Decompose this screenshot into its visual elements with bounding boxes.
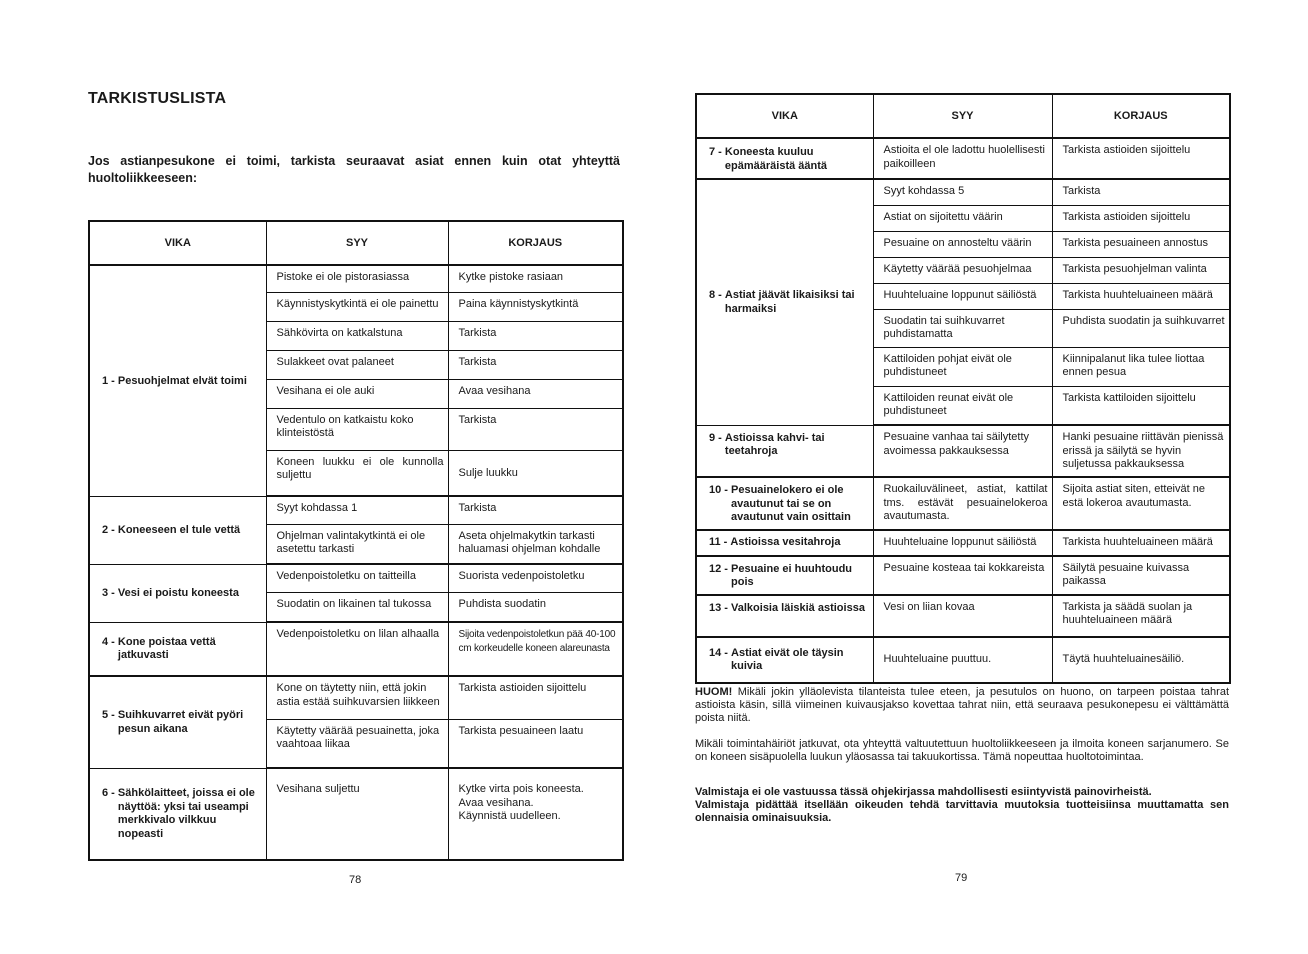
fix-cell: Tarkista huuhteluaineen määrä xyxy=(1052,530,1230,556)
cause-cell: Huuhteluaine loppunut säiliöstä xyxy=(873,530,1052,556)
fix-cell: Hanki pesuaine riittävän pienissä erissä ja säilytä se hyvin suljetussa pakkauksessa xyxy=(1052,425,1230,477)
fault-number: 6 - xyxy=(102,787,118,800)
fault-number: 13 - xyxy=(709,601,732,614)
cause-cell: Vedenpoistoletku on taitteilla xyxy=(266,564,448,592)
cause-cell: Vesi on liian kovaa xyxy=(873,595,1052,637)
cause-cell: Pistoke ei ole pistorasiassa xyxy=(266,265,448,292)
cause-cell: Koneen luukku ei ole kunnolla suljettu xyxy=(266,450,448,496)
fault-cell xyxy=(89,676,266,768)
fix-cell: Tarkista xyxy=(448,408,623,450)
fix-cell: Avaa vesihana xyxy=(448,379,623,408)
fault-cell: 1 - Pesuohjelmat elvät toimi xyxy=(89,265,266,496)
fix-cell: Kiinnipalanut lika tulee liottaa ennen pesua xyxy=(1052,347,1230,386)
fault-number: 5 - xyxy=(102,709,118,722)
fix-cell: Tarkista pesuaineen laatu xyxy=(448,719,623,768)
fix-cell: Tarkista astioiden sijoittelu xyxy=(1052,138,1230,179)
fault-text: Kone poistaa vettä jatkuvasti xyxy=(117,635,216,662)
fault-cell xyxy=(696,425,873,477)
fault-cell xyxy=(696,637,873,683)
cause-cell: Huuhteluaine loppunut säiliöstä xyxy=(873,283,1052,309)
cause-cell: Vedentulo on katkaistu koko klinteistöstä xyxy=(266,408,448,450)
intro-text: Jos astianpesukone ei toimi, tarkista seuraavat asiat ennen kuin otat yhteyttä huoltoliikkeeseen: xyxy=(88,154,620,185)
header-syy: SYY xyxy=(873,94,1052,138)
cause-cell: Ohjelman valintakytkintä ei ole asetettu tarkasti xyxy=(266,524,448,564)
cause-cell: Kattiloiden pohjat eivät ole puhdistuneet xyxy=(873,347,1052,386)
fix-cell: Tarkista xyxy=(1052,179,1230,205)
troubleshooting-table-right xyxy=(695,93,1231,684)
fault-number: 10 - xyxy=(709,484,732,496)
disclaimer-2: Valmistaja pidättää itsellään oikeuden tehdä tarvittavia muutoksia tuotteisiinsa muuttamatta sen olennaisia ominaisuuksia. xyxy=(695,799,1229,824)
fix-cell: Suorista vedenpoistoletku xyxy=(448,564,623,592)
fault-cell xyxy=(696,556,873,595)
fix-cell: Tarkista pesuaineen annostus xyxy=(1052,231,1230,257)
cause-cell: Suodatin on likainen tal tukossa xyxy=(266,592,448,622)
disclaimer-1: Valmistaja ei ole vastuussa tässä ohjekirjassa mahdollisesti esiintyvistä painovirheistä. xyxy=(695,786,1152,798)
fix-cell: Kytke pistoke rasiaan xyxy=(448,265,623,292)
fault-cell: 2 - Koneeseen el tule vettä xyxy=(89,496,266,564)
cause-cell: Suodatin tai suihkuvarret puhdistamatta xyxy=(873,309,1052,347)
fix-line: Avaa vesihana. xyxy=(458,796,534,809)
fault-cell xyxy=(89,768,266,860)
header-korjaus: KORJAUS xyxy=(448,221,623,265)
fault-text: Koneesta kuuluu epämääräistä ääntä xyxy=(724,146,828,172)
cause-cell: Kattiloiden reunat eivät ole puhdistuneet xyxy=(873,386,1052,425)
cause-cell: Käytetty väärää pesuainetta, joka vaahtoaa liikaa xyxy=(266,719,448,768)
cause-cell: Astiat on sijoitettu väärin xyxy=(873,205,1052,231)
fix-cell: Säilytä pesuaine kuivassa paikassa xyxy=(1052,556,1230,595)
fault-cell xyxy=(696,595,873,637)
cause-cell: Vesihana suljettu xyxy=(266,768,448,860)
fault-number: 9 - xyxy=(709,431,725,444)
note-label: HUOM! xyxy=(695,686,733,698)
cause-cell: Vedenpoistoletku on lilan alhaalla xyxy=(266,622,448,676)
fault-cell xyxy=(696,138,873,179)
cause-cell: Pesuaine kosteaa tai kokkareista xyxy=(873,556,1052,595)
cause-cell: Syyt kohdassa 1 xyxy=(266,496,448,524)
cause-cell: Sähkövirta on katkalstuna xyxy=(266,321,448,350)
fix-cell xyxy=(448,768,623,860)
fix-cell: Tarkista astioiden sijoittelu xyxy=(448,676,623,719)
fix-cell: Tarkista xyxy=(448,321,623,350)
cause-cell: Astioita el ole ladottu huolellisesti paikoilleen xyxy=(873,138,1052,179)
fix-cell: Puhdista suodatin xyxy=(448,592,623,622)
cause-cell: Käynnistyskytkintä ei ole painettu xyxy=(266,292,448,321)
cause-cell: Vesihana ei ole auki xyxy=(266,379,448,408)
fault-text: Sähkölaitteet, joissa ei ole näyttöä: yksi tai useampi merkkivalo vilkkuu nopeasti xyxy=(117,787,255,840)
fault-text: Pesuainelokero ei ole avautunut tai se on avautunut vain osittain xyxy=(731,484,851,523)
fix-cell: Tarkista xyxy=(448,496,623,524)
header-vika: VIKA xyxy=(89,221,266,265)
note-paragraph xyxy=(695,686,1229,725)
fault-text: Astioissa kahvi- tai teetahroja xyxy=(724,431,825,457)
fault-number: 8 - xyxy=(709,289,725,302)
fix-cell: Tarkista kattiloiden sijoittelu xyxy=(1052,386,1230,425)
fault-cell xyxy=(696,179,873,425)
page-number: 78 xyxy=(349,874,362,886)
cause-cell: Syyt kohdassa 5 xyxy=(873,179,1052,205)
fault-number: 7 - xyxy=(709,146,725,158)
cause-cell: Ruokailuvälineet, astiat, kattilat tms. estävät pesuainelokeroa avautumasta. xyxy=(873,477,1052,530)
fix-cell: Tarkista pesuohjelman valinta xyxy=(1052,257,1230,283)
fault-number: 12 - xyxy=(709,562,732,575)
header-korjaus: KORJAUS xyxy=(1052,94,1230,138)
fix-cell: Aseta ohjelmakytkin tarkasti haluamasi ohjelman kohdalle xyxy=(448,524,623,564)
cause-cell: Pesuaine vanhaa tai säilytetty avoimessa pakkauksessa xyxy=(873,425,1052,477)
fault-cell xyxy=(696,530,873,556)
fix-cell: Paina käynnistyskytkintä xyxy=(448,292,623,321)
fault-text: Valkoisia läiskiä astioissa xyxy=(731,601,865,614)
fix-cell: Täytä huuhteluainesäiliö. xyxy=(1052,637,1230,683)
page-title: TARKISTUSLISTA xyxy=(88,90,227,107)
cause-cell: Huuhteluaine puuttuu. xyxy=(873,637,1052,683)
troubleshooting-table-left xyxy=(88,220,624,861)
fault-number: 14 - xyxy=(709,646,732,659)
fault-text: Astioissa vesitahroja xyxy=(730,536,841,549)
cause-cell: Kone on täytetty niin, että jokin astia estää suihkuvarsien liikkeen xyxy=(266,676,448,719)
header-vika: VIKA xyxy=(696,94,873,138)
note-text: Mikäli jokin ylläolevista tilanteista tulee eteen, ja pesutulos on huono, on tarpeen poistaa tahrat astioista käsin, sillä viimeinen kuivausjakso kovettaa tahrat niin, että seuraava pesukonepesu ei välttämättä poista niitä. xyxy=(695,686,1229,724)
header-syy: SYY xyxy=(266,221,448,265)
fix-cell: Sijoita vedenpoistoletkun pää 40-100 cm korkeudelle koneen alareunasta xyxy=(448,622,623,676)
fix-cell: Tarkista xyxy=(448,350,623,379)
fault-number: 11 - xyxy=(709,536,731,549)
fault-text: Suihkuvarret eivät pyöri pesun aikana xyxy=(117,709,244,735)
fix-cell: Tarkista huuhteluaineen määrä xyxy=(1052,283,1230,309)
cause-cell: Pesuaine on annosteltu väärin xyxy=(873,231,1052,257)
fault-cell: 3 - Vesi ei poistu koneesta xyxy=(89,564,266,622)
fix-line: Kytke virta pois koneesta. xyxy=(458,783,584,795)
fix-cell: Tarkista astioiden sijoittelu xyxy=(1052,205,1230,231)
fault-text: Pesuaine ei huuhtoudu pois xyxy=(731,562,853,588)
fault-text: Astiat eivät ole täysin kuivia xyxy=(731,646,844,672)
page-number: 79 xyxy=(955,872,968,884)
fault-cell xyxy=(696,477,873,530)
service-paragraph: Mikäli toimintahäiriöt jatkuvat, ota yhteyttä valtuutettuun huoltoliikkeeseen ja ilmoita koneen sarjanumero. Se on koneen sisäpuolella luukun yläosassa tai takuukortissa. Tämä nopeuttaa huoltotoimintaa. xyxy=(695,738,1229,763)
fix-line: Käynnistä uudelleen. xyxy=(458,810,561,822)
fix-cell: Tarkista ja säädä suolan ja huuhteluaineen määrä xyxy=(1052,595,1230,637)
fault-number: 4 - xyxy=(102,635,118,648)
fix-cell: Puhdista suodatin ja suihkuvarret xyxy=(1052,309,1230,347)
fault-cell xyxy=(89,622,266,676)
fault-text: Astiat jäävät likaisiksi tai harmaiksi xyxy=(724,289,855,315)
cause-cell: Sulakkeet ovat palaneet xyxy=(266,350,448,379)
fix-cell: Sulje luukku xyxy=(448,450,623,496)
fix-cell: Sijoita astiat siten, etteivät ne estä lokeroa avautumasta. xyxy=(1052,477,1230,530)
cause-cell: Käytetty väärää pesuohjelmaa xyxy=(873,257,1052,283)
